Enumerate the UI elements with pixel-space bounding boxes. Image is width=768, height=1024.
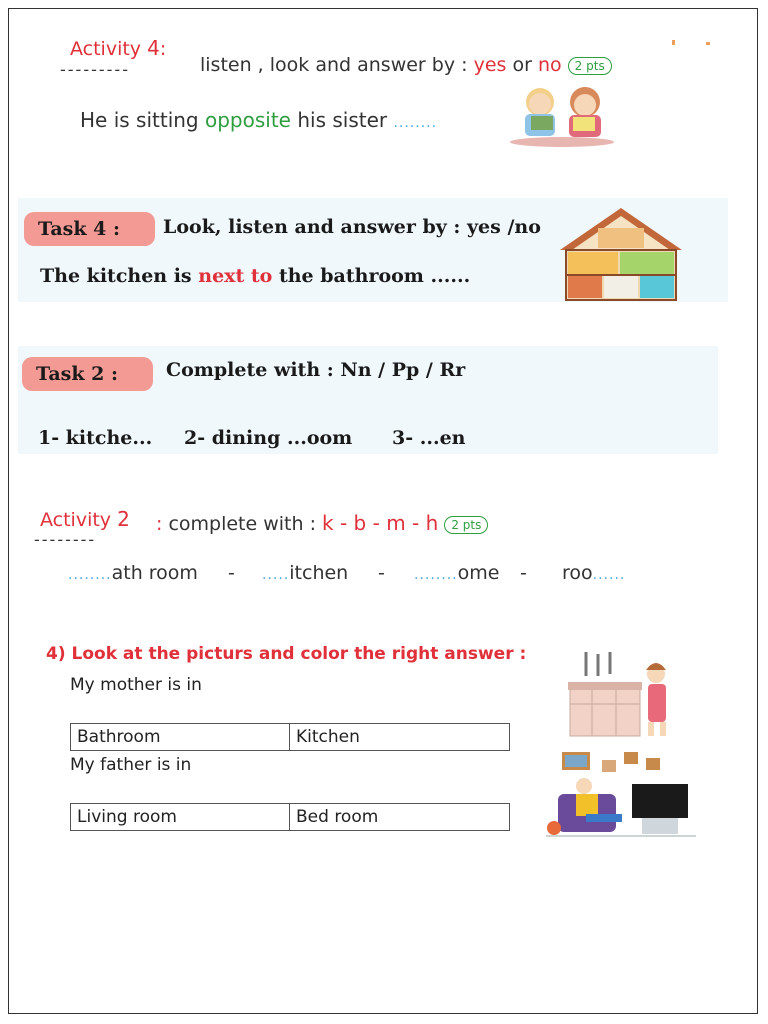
answer-no: no (537, 54, 562, 76)
answer-yes: yes (473, 54, 507, 76)
activity2-points-badge: 2 pts (444, 516, 488, 534)
activity4-sentence-start: He is sitting (80, 108, 199, 132)
task2-item-1[interactable]: 1- kitche... (38, 427, 153, 449)
task2-item-2[interactable]: 2- dining ...oom (184, 427, 353, 449)
house-cross-section-illustration (558, 206, 684, 302)
word-3-blank: ........ (414, 567, 458, 583)
activity2-word-3[interactable] (414, 562, 499, 584)
q2-options-table (70, 803, 510, 831)
exercise4-title: 4) Look at the picturs and color the right answer : (46, 644, 527, 664)
word-3-text: ome (457, 562, 500, 584)
exercise4-q2: My father is in (70, 755, 192, 775)
activity4-underline: --------- (60, 60, 130, 79)
task4-sentence-start: The kitchen is (40, 265, 192, 287)
activity4-sentence-end: his sister (297, 108, 388, 132)
task4-instruction: Look, listen and answer by : yes /no (163, 216, 541, 238)
task4-badge: Task 4 : (24, 212, 155, 246)
activity4-colon: : (159, 38, 167, 60)
option-bathroom[interactable]: Bathroom (71, 724, 290, 751)
word-4-text: roo (562, 562, 593, 584)
option-kitchen[interactable]: Kitchen (290, 724, 510, 751)
activity4-heading (70, 36, 166, 60)
task4-keyword: next to (198, 265, 273, 287)
q1-options-table (70, 723, 510, 751)
separator-2: - (378, 562, 385, 584)
table-row (71, 804, 510, 831)
task4-sentence-end: the bathroom ...... (278, 265, 471, 287)
activity2-instruction: complete with : (168, 513, 316, 535)
father-in-living-room-illustration (546, 748, 696, 840)
children-reading-illustration (505, 82, 620, 148)
exercise4-q1: My mother is in (70, 675, 202, 695)
word-4-blank: ...... (592, 567, 626, 583)
activity4-keyword: opposite (204, 108, 291, 132)
table-row (71, 724, 510, 751)
answer-or: or (512, 54, 532, 76)
activity2-instruction-line (156, 511, 488, 535)
word-1-blank: ........ (68, 567, 112, 583)
task2-item-3[interactable]: 3- ...en (392, 427, 466, 449)
activity2-word-2[interactable] (262, 562, 348, 584)
activity4-instruction: listen , look and answer by : (200, 54, 468, 76)
separator-3: - (520, 562, 527, 584)
task2-badge: Task 2 : (22, 357, 153, 391)
activity2-label: Activity (40, 509, 112, 531)
task4-question (40, 265, 470, 287)
activity4-label: Activity (70, 38, 142, 60)
activity4-question (80, 108, 437, 132)
activity4-points-badge: 2 pts (568, 57, 612, 75)
activity2-heading (40, 507, 130, 531)
mother-in-kitchen-illustration (562, 648, 690, 742)
activity2-letters: k - b - m - h (322, 511, 439, 535)
word-1-text: ath room (111, 562, 198, 584)
activity4-number: 4 (147, 36, 160, 60)
activity2-underline: -------- (34, 530, 97, 549)
activity4-answer-blank[interactable]: ........ (393, 115, 438, 131)
word-2-text: itchen (289, 562, 349, 584)
option-bed-room[interactable]: Bed room (290, 804, 510, 831)
activity2-word-4[interactable] (562, 562, 625, 584)
word-2-blank: ..... (262, 567, 290, 583)
separator-1: - (228, 562, 235, 584)
option-living-room[interactable]: Living room (71, 804, 290, 831)
decor-dots (672, 40, 712, 48)
activity2-word-1[interactable] (68, 562, 198, 584)
task2-instruction: Complete with : Nn / Pp / Rr (166, 359, 466, 381)
activity4-instruction-line (200, 54, 612, 76)
activity2-colon: : (156, 513, 163, 535)
activity2-number: 2 (117, 507, 130, 531)
